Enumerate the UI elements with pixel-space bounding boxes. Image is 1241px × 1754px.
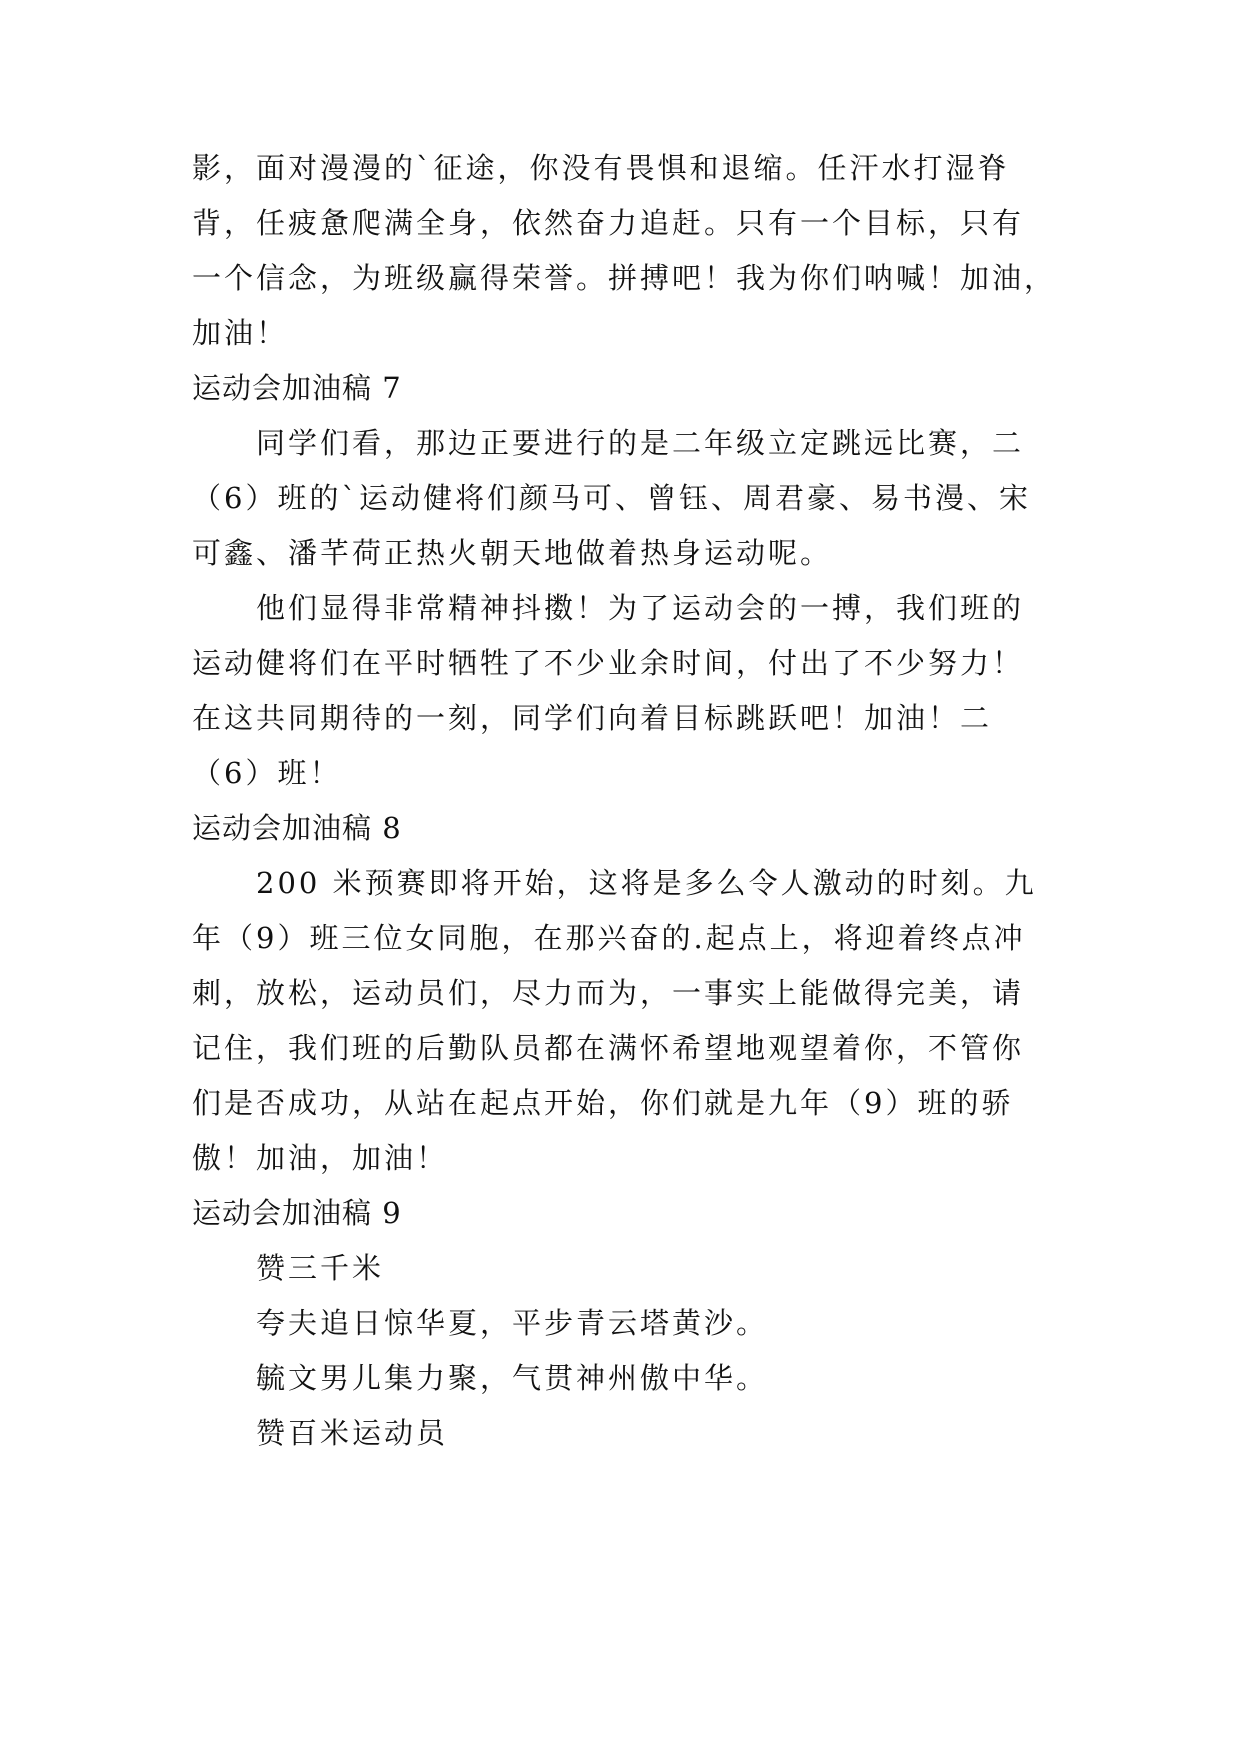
section-heading: 运动会加油稿 7 [192, 371, 402, 405]
paragraph-line: 加油！ [192, 316, 289, 350]
poem-line: 夸夫追日惊华夏，平步青云塔黄沙。 [256, 1306, 769, 1340]
poem-title: 赞三千米 [256, 1251, 385, 1285]
paragraph-line: 可鑫、潘芊荷正热火朝天地做着热身运动呢。 [192, 536, 833, 570]
paragraph-line: 他们显得非常精神抖擞！为了运动会的一搏，我们班的 [256, 591, 1025, 625]
paragraph-line: 年（9）班三位女同胞，在那兴奋的.起点上，将迎着终点冲 [192, 921, 1026, 955]
paragraph-line: 傲！加油，加油！ [192, 1141, 449, 1175]
paragraph-line: 们是否成功，从站在起点开始，你们就是九年（9）班的骄 [192, 1086, 1014, 1120]
section-heading: 运动会加油稿 8 [192, 811, 402, 845]
paragraph-line: 刺，放松，运动员们，尽力而为，一事实上能做得完美，请 [192, 976, 1025, 1010]
paragraph-line: 200 米预赛即将开始，这将是多么令人激动的时刻。九 [256, 866, 1037, 900]
paragraph-line: 记住，我们班的后勤队员都在满怀希望地观望着你，不管你 [192, 1031, 1025, 1065]
paragraph-line: 运动健将们在平时牺牲了不少业余时间，付出了不少努力！ [192, 646, 1025, 680]
paragraph-line: 背，任疲惫爬满全身，依然奋力追赶。只有一个目标，只有 [192, 206, 1025, 240]
paragraph-line: 同学们看，那边正要进行的是二年级立定跳远比赛，二 [256, 426, 1025, 460]
poem-line: 毓文男儿集力聚，气贯神州傲中华。 [256, 1361, 769, 1395]
paragraph-line: （6）班的`运动健将们颜马可、曾钰、周君豪、易书漫、宋 [192, 481, 1031, 515]
paragraph-line: 一个信念，为班级赢得荣誉。拼搏吧！我为你们呐喊！加油， [192, 261, 1057, 295]
poem-title: 赞百米运动员 [256, 1416, 449, 1450]
paragraph-line: （6）班！ [192, 756, 342, 790]
paragraph-line: 影，面对漫漫的`征途，你没有畏惧和退缩。任汗水打湿脊 [192, 151, 1010, 185]
section-heading: 运动会加油稿 9 [192, 1196, 402, 1230]
paragraph-line: 在这共同期待的一刻，同学们向着目标跳跃吧！加油！二 [192, 701, 993, 735]
